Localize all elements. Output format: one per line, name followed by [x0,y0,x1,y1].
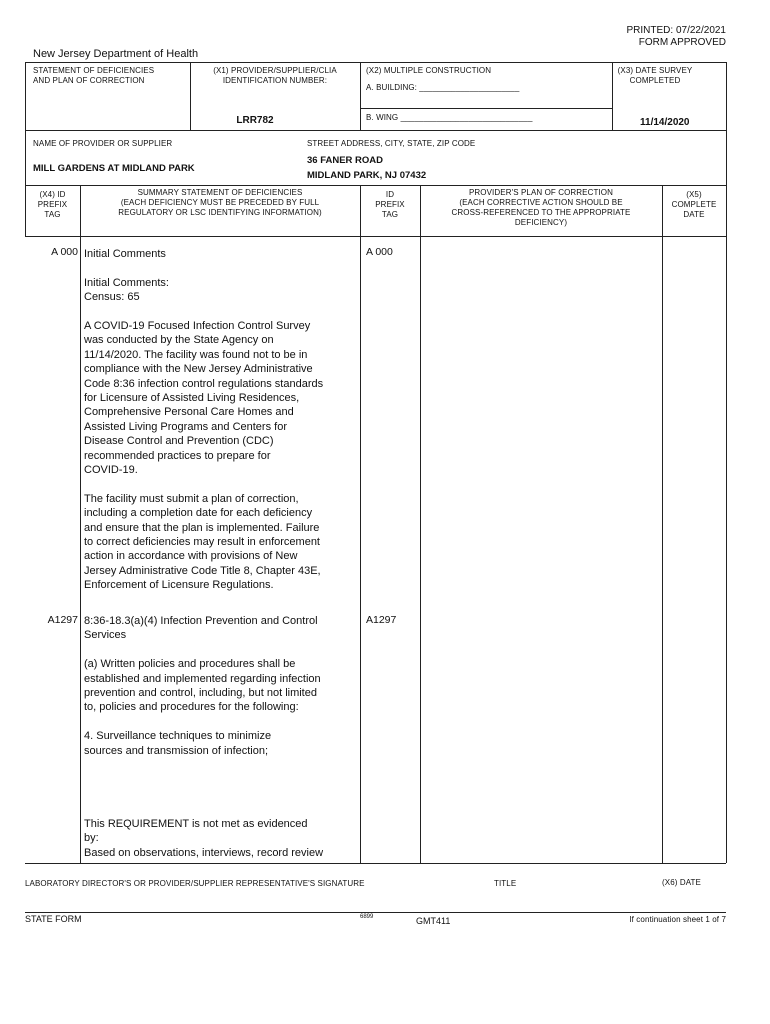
col3-divider [420,185,421,863]
entry-a1297-requirement [84,817,356,860]
form-code: GMT411 [416,916,451,926]
agency-name: New Jersey Department of Health [33,48,199,60]
address-label: STREET ADDRESS, CITY, STATE, ZIP CODE [307,139,476,148]
x4-header [25,190,80,220]
id-header [360,190,420,220]
statement-label-line2: AND PLAN OF CORRECTION [33,76,145,85]
summary-header [80,188,360,218]
x4-header-line2: PREFIX [37,200,68,209]
x5-header-line1: (X5) [686,190,702,199]
x1-label-line2: IDENTIFICATION NUMBER: [222,76,328,85]
plan-header-line3: CROSS-REFERENCED TO THE APPROPRIATE [451,208,631,217]
a1297-surveillance-paragraph: 4. Surveillance techniques to minimize sources and transmission of infection; [84,730,272,757]
entry-a1297 [84,614,356,772]
left-border-top [25,62,26,185]
x4-header-line3: TAG [44,210,61,219]
wing-label: B. WING _____________________________ [366,113,533,122]
statement-label-line1: STATEMENT OF DEFICIENCIES [33,66,155,75]
a000-plan-paragraph: The facility must submit a plan of correction, including a completion date for each deficiency and ensure that the plan is implemented. Failure to correct deficiencies may result in enforcement action in accordance with provisions of New Jersey Administrative Code Title 8, Chapter 43E, Enforcement of Licensure Regulations. [84,492,321,592]
form-approved-text: FORM APPROVED [638,37,726,48]
plan-header [420,188,662,228]
entry-a000 [84,247,356,607]
provider-bottom-border [25,185,726,186]
provider-name-value: MILL GARDENS AT MIDLAND PARK [33,163,195,174]
x1-label [190,66,360,86]
x3-label-line1: (X3) DATE SURVEY [617,66,693,75]
x5-header-line3: DATE [683,210,705,219]
top-box-top-border [25,62,726,63]
provider-name-label: NAME OF PROVIDER OR SUPPLIER [33,139,173,148]
a000-census: Initial Comments: Census: 65 [84,276,169,304]
x3-label [612,66,698,86]
summary-header-line3: REGULATORY OR LSC IDENTIFYING INFORMATION) [118,208,322,217]
tag-a000-left: A 000 [51,246,78,258]
survey-date-value: 11/14/2020 [640,117,690,128]
x2-label: (X2) MULTIPLE CONSTRUCTION [366,66,492,75]
address-line2: MIDLAND PARK, NJ 07432 [307,170,427,181]
date-label: (X6) DATE [662,878,701,887]
top-box-bottom-border [25,130,726,131]
a1297-title: 8:36-18.3(a)(4) Infection Prevention and Control Services [84,615,318,642]
building-wing-divider [360,108,612,109]
printed-date [590,25,726,49]
printed-text: PRINTED: 07/22/2021 [626,25,726,36]
id-header-line2: PREFIX [375,200,405,209]
col4-divider [662,185,663,863]
x4-header-line1: (X4) ID [39,190,66,199]
a1297-requirement-paragraph: This REQUIREMENT is not met as evidenced by: Based on observations, interviews, record review [84,818,324,859]
provider-id-value: LRR782 [236,115,274,126]
a000-survey-paragraph: A COVID-19 Focused Infection Control Survey was conducted by the State Agency on 11/14/2020. The facility was found not to be in compliance with the New Jersey Administrative Code 8:36 infection control regulations standards for Licensure of Assisted Living Residences, Comprehensive Personal Care Homes and Assisted Living Programs and Centers for Disease Control and Prevention (CDC) recommended practices to prepare for COVID-19. [84,320,324,477]
plan-header-line4: DEFICIENCY) [514,218,568,227]
x5-header [662,190,726,220]
a000-title: Initial Comments [84,248,166,260]
col2-divider [360,185,361,863]
x2-divider [360,62,361,130]
col1-divider [80,185,81,863]
plan-header-line1: PROVIDER'S PLAN OF CORRECTION [468,188,613,197]
tag-a1297-right: A1297 [366,614,397,626]
a1297-policy-paragraph: (a) Written policies and procedures shall be established and implemented regarding infection prevention and control, including, but not limited to, policies and procedures for the following: [84,658,321,714]
form-number: 6899 [360,914,374,920]
building-label: A. BUILDING: ______________________ [366,83,520,92]
summary-header-line2: (EACH DEFICIENCY MUST BE PRECEDED BY FULL [120,198,320,207]
statement-label [33,66,154,86]
id-header-line3: TAG [381,210,399,219]
x3-label-line2: COMPLETED [629,76,681,85]
summary-header-line1: SUMMARY STATEMENT OF DEFICIENCIES [137,188,303,197]
column-header-bottom-border [25,236,726,237]
x5-header-line2: COMPLETE [671,200,717,209]
tag-a000-right: A 000 [366,246,393,258]
signature-label: LABORATORY DIRECTOR'S OR PROVIDER/SUPPLIER REPRESENTATIVE'S SIGNATURE [25,879,365,888]
address-line1: 36 FANER ROAD [307,155,384,166]
x1-label-line1: (X1) PROVIDER/SUPPLIER/CLIA [213,66,337,75]
id-header-line1: ID [385,190,395,199]
continuation-sheet: If continuation sheet 1 of 7 [629,915,726,924]
title-label: TITLE [494,879,517,888]
plan-header-line2: (EACH CORRECTIVE ACTION SHOULD BE [459,198,623,207]
right-border [726,62,727,863]
footer-divider [25,912,726,913]
main-bottom-border [25,863,726,864]
state-form-label: STATE FORM [25,914,82,924]
tag-a1297-left: A1297 [47,614,78,626]
